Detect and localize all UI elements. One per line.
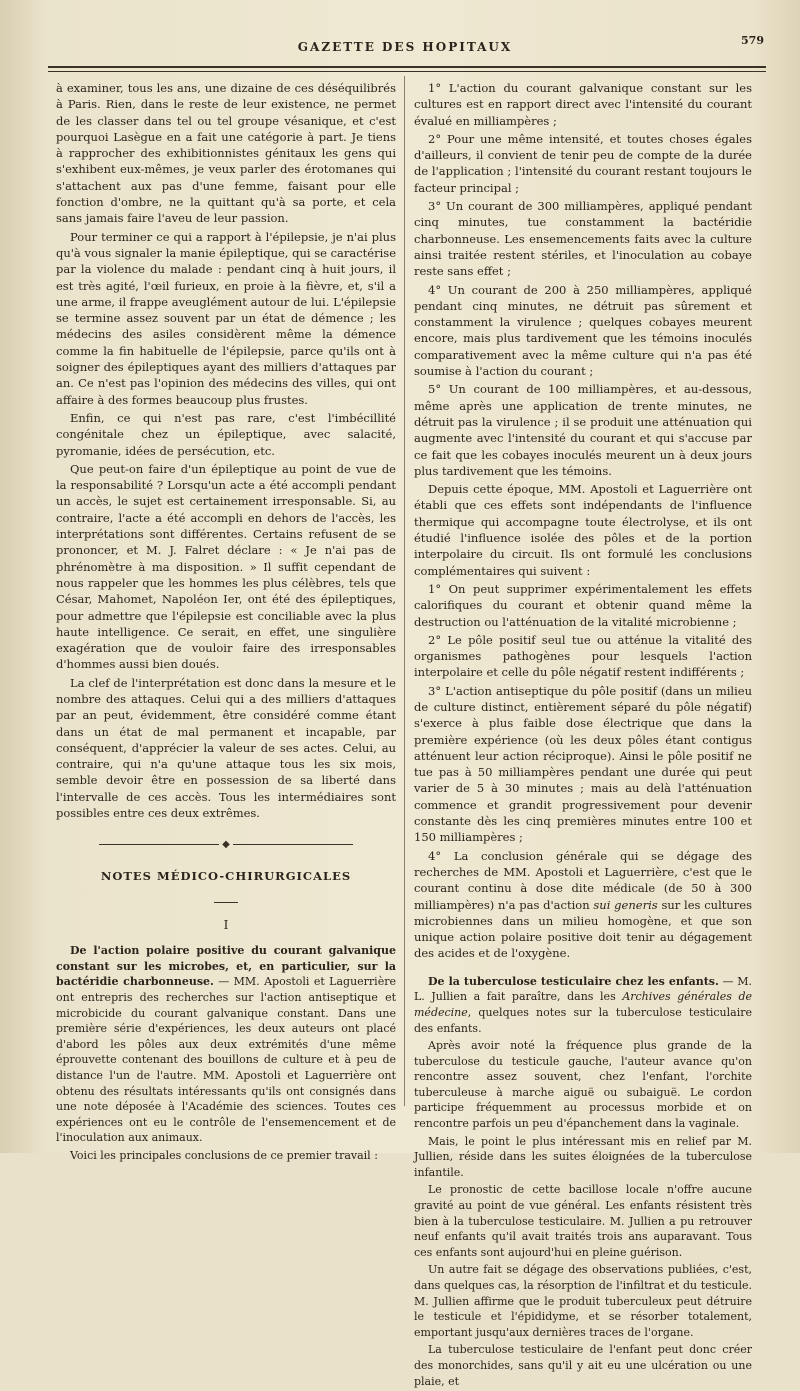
section-title: NOTES MÉDICO-CHIRURGICALES (100, 868, 352, 883)
section-separator: ◆ (56, 837, 396, 853)
conclusion-item: 4° Un courant de 200 à 250 milliampères, appliqué pendant cinq minutes, ne détruit pas sûrement et constamment la virulence ; quelques cobayes meurent encore, mais plus tardivement que les témoins inoculés comparativement avec la même culture qui n'a pas été soumise à l'action du courant ; (414, 282, 752, 379)
conclusion-item: 3° L'action antiseptique du pôle positif (dans un milieu de culture distinct, entièrement séparé du pôle négatif) s'exerce à plus faible dose électrique que dans la première expérience (où les deux pôles étant contigus atténuent leur action réciproque). Ainsi le pôle positif ne tue pas à 50 milliampères pendant une durée qui peut varier de 5 à 30 minutes ; mais au delà l'atténuation commence et grandit progressivement pour devenir constante dès les cinq premières minutes entre 100 et 150 milliampères ; (414, 683, 752, 845)
column-divider (404, 76, 405, 1106)
conclusion-item (414, 848, 752, 962)
text-span: — M. L. Jullien a fait paraître, dans les (414, 974, 752, 1004)
paragraph: Le pronostic de cette bacillose locale n'offre aucune gravité au point de vue général. Les enfants résistent très bien à la tuberculose testiculaire. M. Jullien a pu retrouver neuf enfants qu'il avait traités trois ans auparavant. Tous ces enfants sont aujourd'hui en pleine guérison. (414, 1183, 752, 1259)
right-column (414, 80, 752, 1391)
article-paragraph (56, 943, 396, 1146)
paragraph: Enfin, ce qui n'est pas rare, c'est l'imbécillité congénitale chez un épileptique, avec salacité, pyromanie, idées de persécution, etc. (56, 410, 396, 458)
conclusion-item: 1° L'action du courant galvanique constant sur les cultures est en rapport direct avec l'intensité du courant évalué en milliampères ; (414, 81, 752, 128)
page-number: 579 (741, 34, 764, 47)
paragraph: La clef de l'interprétation est donc dans la mesure et le nombre des attaques. Celui qui a des milliers d'attaques par an peut, évidemment, être considéré comme étant dans un état de mal permanent et incapable, par conséquent, d'apprécier la valeur de ses actes. Celui, au contraire, qui n'a qu'une attaque tous les six mois, semble devoir être en possession de sa liberté dans l'intervalle de ces accès. Tous les intermédiaires sont possibles entre ces deux extrêmes. (56, 675, 396, 821)
journal-name: Archives générales de médecine (414, 990, 753, 1019)
paragraph: Un autre fait se dégage des observations publiées, c'est, dans quelques cas, la résorption de l'infiltrat et du testicule. M. Jullien affirme que le produit tuberculeux peut détruire le testicule et l'épididyme, et se résorber totalement, emportant jusqu'aux dernières traces de l'organe. (414, 1263, 752, 1339)
article-title: De l'action polaire positive du courant galvanique constant sur les microbes, et, en particulier, sur la bactéridie charbonneuse. (56, 944, 396, 989)
paragraph: Voici les principales conclusions de ce premier travail : (70, 1148, 378, 1162)
header-rule-thin (48, 71, 766, 72)
article-title: De la tuberculose testiculaire chez les enfants. (428, 974, 719, 988)
header-rule-thick (48, 66, 766, 68)
text-span: , quelques notes sur la tuberculose testiculaire des enfants. (414, 1005, 752, 1035)
paragraph: La tuberculose testiculaire de l'enfant peut donc créer des monorchides, sans qu'il y ait eu une ulcération ou une plaie, et (414, 1343, 752, 1388)
italic-span: sui generis (593, 897, 658, 912)
text-span: sur les cultures microbiennes dans un milieu homogène, et que son unique action polaire positive doit tenir au dégagement des acides et de l'oxygène. (414, 897, 752, 961)
article-text: — MM. Apostoli et Laguerrière ont entrepris des recherches sur l'action antiseptique et microbicide du courant galvanique constant. Dans une première série d'expériences, les deux auteurs ont placé d'abord les pôles aux deux extrémités d'une même éprouvette contenant des bouillons de culture et à peu de distance l'un de l'autre. MM. Apostoli et Laguerrière ont obtenu des résultats intéressants qu'ils ont consignés dans une note déposée à l'Académie des sciences. Toutes ces expériences ont eu le contrôle de l'ensemencement et de l'inoculation aux animaux. (56, 975, 396, 1145)
divider (214, 902, 238, 903)
conclusion-item: 5° Un courant de 100 milliampères, et au-dessous, même après une application de trente minutes, ne détruit pas la virulence ; il se produit une atténuation qui augmente avec l'intensité du courant et qui s'accuse par ce fait que les cobayes inoculés meurent un à deux jours plus tardivement que les témoins. (414, 382, 752, 478)
text-span: 4° La conclusion générale qui se dégage des recherches de MM. Apostoli et Laguerrière, c'est que le courant continu à dose dite médicale (de 50 à 300 milliampères) n'a pas d'action (414, 848, 752, 912)
paragraph: Que peut-on faire d'un épileptique au point de vue de la responsabilité ? Lorsqu'un acte a été accompli pendant un accès, le sujet est certainement irresponsable. Si, au contraire, l'acte a été accompli en dehors de l'accès, les interprétations sont différentes. Certains refusent de se prononcer, et M. J. Falret déclare : « Je n'ai pas de phrénomètre à ma disposition. » Il suffit cependant de nous rappeler que les hommes les plus célèbres, tels que César, Mahomet, Napoléon Ier, ont été des épileptiques, pour admettre que l'épilepsie est conciliable avec la plus haute intelligence. Ce serait, en effet, une singulière exagération que de vouloir faire des irresponsables d'hommes aussi bien doués. (56, 461, 396, 672)
paragraph: Après avoir noté la fréquence plus grande de la tuberculose du testicule gauche, l'auteur avance qu'on rencontre assez souvent, chez l'enfant, l'orchite tuberculeuse à marche aiguë ou subaiguë. Le cordon participe fréquemment au processus morbide et on rencontre parfois un peu d'épanchement dans la vaginale. (414, 1039, 752, 1131)
paragraph: Mais, le point le plus intéressant mis en relief par M. Jullien, réside dans les suites éloignées de la tuberculose infantile. (414, 1134, 752, 1179)
conclusion-item: 3° Un courant de 300 milliampères, appliqué pendant cinq minutes, tue constamment la bactéridie charbonneuse. Les ensemencements faits avec la culture ainsi traitée restent stériles, et l'inoculation au cobaye reste sans effet ; (414, 199, 752, 279)
paragraph: Depuis cette époque, MM. Apostoli et Laguerrière ont établi que ces effets sont indépendants de l'influence thermique qui accompagne toute électrolyse, et ils ont étudié l'influence isolée des pôles et de la portion interpolaire du circuit. Ils ont formulé les conclusions complémentaires qui suivent : (414, 482, 752, 578)
conclusion-item: 1° On peut supprimer expérimentalement les effets calorifiques du courant et obtenir quand même la destruction ou l'atténuation de la vitalité microbienne ; (414, 581, 752, 629)
journal-title: GAZETTE DES HOPITAUX (297, 40, 513, 54)
conclusion-item: 2° Le pôle positif seul tue ou atténue la vitalité des organismes pathogènes pour lesquels l'action interpolaire et celle du pôle négatif restent indifférents ; (414, 632, 752, 680)
left-column (56, 80, 396, 1166)
page-header (40, 30, 770, 70)
paragraph: Pour terminer ce qui a rapport à l'épilepsie, je n'ai plus qu'à vous signaler la manie épileptique, qui se caractérise par la violence du malade : pendant cinq à huit jours, il est très agité, l'œil furieux, en proie à la fièvre, et, s'il a une arme, il frappe aveuglément autour de lui. L'épilepsie se termine assez souvent par un état de démence ; les médecins des asiles considèrent même la démence comme la fin habituelle de l'épilepsie, parce qu'ils ont à soigner des épileptiques ayant des milliers d'attaques par an. Ce n'est pas l'opinion des médecins des villes, qui ont affaire à des formes beaucoup plus frustes. (56, 229, 396, 407)
article-paragraph (414, 974, 752, 1036)
paragraph: à examiner, tous les ans, une dizaine de ces déséquilibrés à Paris. Rien, dans le reste de leur existence, ne permet de les classer dans tel ou tel groupe vésanique, et c'est pourquoi Lasègue en a fait une catégorie à part. Je tiens à rapprocher des exhibitionnistes génitaux les gens qui s'exhibent eux-mêmes, je veux parler des érotomanes qui s'attachent aux pas d'une femme, faisant pour elle fonction d'ombre, ne la quittant qu'à sa porte, et cela sans jamais faire l'aveu de leur passion. (56, 81, 396, 226)
conclusion-item: 2° Pour une même intensité, et toutes choses égales d'ailleurs, il convient de tenir peu de compte de la durée de l'application ; l'intensité du courant restant toujours le facteur principal ; (414, 131, 752, 195)
section-number: I (223, 917, 229, 932)
